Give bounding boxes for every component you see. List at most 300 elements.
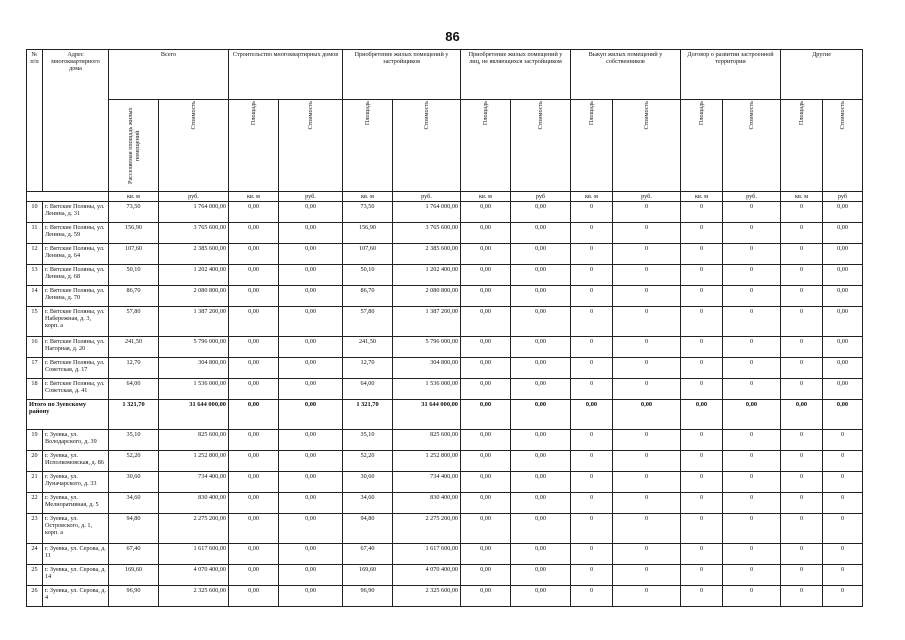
value-cell: 107,60: [109, 244, 159, 265]
row-address: г. Зуевка, ул. Исполкомовская, д. 86: [43, 451, 109, 472]
value-cell: 0,00: [229, 430, 279, 451]
value-cell: 241,50: [109, 337, 159, 358]
value-cell: 0: [571, 244, 613, 265]
value-cell: 0,00: [723, 400, 781, 430]
table-row: [27, 358, 863, 379]
unit-cell: руб.: [279, 192, 343, 202]
value-cell: 0,00: [823, 286, 863, 307]
value-cell: 0,00: [461, 565, 511, 586]
value-cell: 0: [613, 337, 681, 358]
value-cell: 0,00: [461, 202, 511, 223]
value-cell: 0: [571, 337, 613, 358]
value-cell: 0,00: [279, 379, 343, 400]
table-row: [27, 379, 863, 400]
subheader-label: Стоимость: [839, 101, 847, 130]
row-number: 21: [27, 472, 43, 493]
value-cell: 0: [681, 472, 723, 493]
value-cell: 0,00: [279, 223, 343, 244]
table-row: [27, 586, 863, 607]
value-cell: 0,00: [279, 202, 343, 223]
value-cell: 0: [681, 514, 723, 544]
value-cell: 0: [723, 337, 781, 358]
value-cell: 0,00: [279, 307, 343, 337]
value-cell: 0: [723, 379, 781, 400]
subheader-cost: [279, 100, 343, 192]
value-cell: 0,00: [461, 358, 511, 379]
header-address: Адрес многоквартирного дома: [43, 50, 109, 192]
table-row: [27, 493, 863, 514]
subheader-label: Площадь: [798, 101, 806, 126]
subheader-label: Стоимость: [748, 101, 756, 130]
value-cell: 50,10: [343, 265, 393, 286]
value-cell: 1 387 200,00: [159, 307, 229, 337]
table-row: [27, 244, 863, 265]
value-cell: 0,00: [511, 493, 571, 514]
value-cell: 0: [613, 514, 681, 544]
value-cell: 0: [681, 244, 723, 265]
value-cell: 0,00: [511, 286, 571, 307]
value-cell: 0,00: [571, 400, 613, 430]
value-cell: 0,00: [823, 202, 863, 223]
header-group-purchase-developers: Приобретение жилых помещений у застройщиков: [343, 50, 461, 100]
value-cell: 64,00: [343, 379, 393, 400]
value-cell: 94,80: [343, 514, 393, 544]
value-cell: 0,00: [279, 265, 343, 286]
value-cell: 0: [613, 493, 681, 514]
value-cell: 0,00: [511, 544, 571, 565]
value-cell: 0,00: [229, 544, 279, 565]
unit-cell: кв. м: [571, 192, 613, 202]
value-cell: 0,00: [229, 337, 279, 358]
value-cell: 0: [723, 514, 781, 544]
row-address: г. Зуевка, ул. Островского, д. 1, корп. а: [43, 514, 109, 544]
row-number: 17: [27, 358, 43, 379]
value-cell: 825 600,00: [393, 430, 461, 451]
value-cell: 0,00: [279, 451, 343, 472]
row-number: 12: [27, 244, 43, 265]
value-cell: 1 252 800,00: [159, 451, 229, 472]
value-cell: 2 080 800,00: [393, 286, 461, 307]
value-cell: 0: [781, 544, 823, 565]
value-cell: 0: [781, 358, 823, 379]
value-cell: 0: [613, 565, 681, 586]
value-cell: 0: [723, 565, 781, 586]
value-cell: 0,00: [229, 586, 279, 607]
value-cell: 0: [681, 430, 723, 451]
value-cell: 0: [571, 223, 613, 244]
value-cell: 4 070 400,00: [159, 565, 229, 586]
value-cell: 0,00: [229, 451, 279, 472]
row-address: г. Вятские Поляны, ул. Ленина, д. 64: [43, 244, 109, 265]
subheader-area: [229, 100, 279, 192]
value-cell: 0,00: [461, 265, 511, 286]
value-cell: 2 325 600,00: [393, 586, 461, 607]
value-cell: 0,00: [511, 514, 571, 544]
subheader-cost: [723, 100, 781, 192]
row-address: г. Зуевка, ул. Володарского, д. 39: [43, 430, 109, 451]
value-cell: 1 764 000,00: [159, 202, 229, 223]
subheader-label: Площадь: [588, 101, 595, 126]
value-cell: 0: [823, 514, 863, 544]
value-cell: 0: [571, 493, 613, 514]
value-cell: 0,00: [229, 265, 279, 286]
value-cell: 0,00: [823, 400, 863, 430]
value-cell: 0: [681, 586, 723, 607]
value-cell: 0,00: [511, 430, 571, 451]
subheader-label: Стоимость: [307, 101, 314, 130]
row-address: г. Вятские Поляны, ул. Советская, д. 41: [43, 379, 109, 400]
header-number: № п/п: [27, 50, 43, 192]
table-row: [27, 265, 863, 286]
value-cell: 0: [613, 286, 681, 307]
value-cell: 0,00: [229, 514, 279, 544]
value-cell: 0,00: [613, 400, 681, 430]
value-cell: 304 800,00: [159, 358, 229, 379]
value-cell: 1 252 800,00: [393, 451, 461, 472]
value-cell: 0: [723, 451, 781, 472]
value-cell: 0,00: [279, 586, 343, 607]
subheader-area: [343, 100, 393, 192]
value-cell: 0,00: [511, 358, 571, 379]
value-cell: 0,00: [511, 472, 571, 493]
value-cell: 0: [781, 379, 823, 400]
row-address: г. Вятские Поляны, ул. Ленина, д. 31: [43, 202, 109, 223]
value-cell: 12,70: [343, 358, 393, 379]
value-cell: 0: [781, 586, 823, 607]
value-cell: 0: [823, 493, 863, 514]
value-cell: 0: [781, 223, 823, 244]
value-cell: 0,00: [823, 358, 863, 379]
value-cell: 0,00: [823, 379, 863, 400]
value-cell: 0,00: [229, 223, 279, 244]
value-cell: 0,00: [461, 586, 511, 607]
table-row: [27, 451, 863, 472]
value-cell: 0: [571, 451, 613, 472]
value-cell: 4 070 400,00: [393, 565, 461, 586]
value-cell: 0,00: [229, 244, 279, 265]
value-cell: 0: [681, 265, 723, 286]
value-cell: 169,60: [343, 565, 393, 586]
subheader-cost: [393, 100, 461, 192]
value-cell: 0,00: [279, 244, 343, 265]
value-cell: 0,00: [511, 565, 571, 586]
value-cell: 0,00: [279, 514, 343, 544]
subheader-area: [781, 100, 823, 192]
value-cell: 0,00: [279, 493, 343, 514]
row-number: 23: [27, 514, 43, 544]
value-cell: 0: [571, 202, 613, 223]
value-cell: 0: [571, 379, 613, 400]
total-row: [27, 400, 863, 430]
value-cell: 2 275 200,00: [159, 514, 229, 544]
row-address: г. Вятские Поляны, ул. Ленина, д. 70: [43, 286, 109, 307]
value-cell: 35,10: [109, 430, 159, 451]
value-cell: 0,00: [229, 286, 279, 307]
value-cell: 1 764 000,00: [393, 202, 461, 223]
unit-cell: руб: [823, 192, 863, 202]
value-cell: 0: [781, 514, 823, 544]
row-number: 10: [27, 202, 43, 223]
value-cell: 0,00: [511, 400, 571, 430]
value-cell: 0: [781, 286, 823, 307]
value-cell: 2 080 800,00: [159, 286, 229, 307]
value-cell: 0: [613, 202, 681, 223]
row-number: 22: [27, 493, 43, 514]
value-cell: 734 400,00: [393, 472, 461, 493]
value-cell: 156,90: [109, 223, 159, 244]
value-cell: 2 275 200,00: [393, 514, 461, 544]
value-cell: 0: [571, 265, 613, 286]
row-address: г. Зуевка, ул. Серова, д. 4: [43, 586, 109, 607]
value-cell: 0: [781, 244, 823, 265]
value-cell: 0,00: [461, 223, 511, 244]
value-cell: 0,00: [461, 379, 511, 400]
header-group-buyout: Выкуп жилых помещений у собственников: [571, 50, 681, 100]
subheader-area: [571, 100, 613, 192]
subheader-row: [27, 100, 863, 192]
value-cell: 0,00: [229, 472, 279, 493]
value-cell: 0: [781, 265, 823, 286]
unit-cell: кв. м: [343, 192, 393, 202]
value-cell: 86,70: [109, 286, 159, 307]
value-cell: 0: [571, 286, 613, 307]
value-cell: 0: [613, 472, 681, 493]
value-cell: 0: [823, 544, 863, 565]
value-cell: 0,00: [461, 451, 511, 472]
value-cell: 0,00: [229, 400, 279, 430]
row-number: 20: [27, 451, 43, 472]
value-cell: 0: [723, 493, 781, 514]
subheader-label: Площадь: [698, 101, 706, 126]
value-cell: 0,00: [279, 337, 343, 358]
value-cell: 2 325 600,00: [159, 586, 229, 607]
value-cell: 3 765 600,00: [159, 223, 229, 244]
unit-cell: кв. м: [109, 192, 159, 202]
value-cell: 169,60: [109, 565, 159, 586]
value-cell: 86,70: [343, 286, 393, 307]
header-group-total: Всего: [109, 50, 229, 100]
value-cell: 0,00: [229, 379, 279, 400]
value-cell: 73,50: [109, 202, 159, 223]
value-cell: 1 617 600,00: [393, 544, 461, 565]
value-cell: 0: [571, 514, 613, 544]
value-cell: 3 765 600,00: [393, 223, 461, 244]
subheader-label: Стоимость: [537, 101, 544, 130]
value-cell: 0: [613, 430, 681, 451]
value-cell: 1 536 000,00: [393, 379, 461, 400]
value-cell: 0,00: [229, 565, 279, 586]
value-cell: 0,00: [279, 358, 343, 379]
value-cell: 0: [723, 358, 781, 379]
value-cell: 0: [681, 202, 723, 223]
value-cell: 0: [823, 430, 863, 451]
value-cell: 0: [781, 472, 823, 493]
value-cell: 0,00: [461, 493, 511, 514]
value-cell: 0,00: [229, 202, 279, 223]
value-cell: 0,00: [511, 337, 571, 358]
value-cell: 0,00: [279, 400, 343, 430]
table-row: [27, 307, 863, 337]
subheader-label: Стоимость: [643, 101, 650, 130]
subheader-cost: [823, 100, 863, 192]
value-cell: 5 796 000,00: [393, 337, 461, 358]
value-cell: 0: [781, 451, 823, 472]
value-cell: 67,40: [109, 544, 159, 565]
header-group-construction: Строительство многоквартирных домов: [229, 50, 343, 100]
row-number: 26: [27, 586, 43, 607]
row-number: 25: [27, 565, 43, 586]
unit-cell: кв. м: [781, 192, 823, 202]
value-cell: 0,00: [461, 544, 511, 565]
value-cell: 0,00: [279, 286, 343, 307]
value-cell: 0: [723, 430, 781, 451]
table-body: [27, 202, 863, 607]
subheader-cost: [159, 100, 229, 192]
value-cell: 57,80: [343, 307, 393, 337]
value-cell: 35,10: [343, 430, 393, 451]
value-cell: 0,00: [461, 337, 511, 358]
value-cell: 0,00: [279, 430, 343, 451]
value-cell: 0,00: [461, 472, 511, 493]
value-cell: 0: [613, 265, 681, 286]
row-number: 18: [27, 379, 43, 400]
row-address: г. Зуевка, ул. Мелиоративная, д. 5: [43, 493, 109, 514]
value-cell: 0,00: [511, 451, 571, 472]
value-cell: 0: [571, 430, 613, 451]
subheader-label: Площадь: [250, 101, 257, 126]
value-cell: 1 202 400,00: [159, 265, 229, 286]
value-cell: 73,50: [343, 202, 393, 223]
value-cell: 0,00: [461, 286, 511, 307]
unit-cell: руб.: [393, 192, 461, 202]
row-address: г. Вятские Поляны, ул. Набережная, д. 3, корп. а: [43, 307, 109, 337]
value-cell: 0,00: [823, 223, 863, 244]
value-cell: 304 800,00: [393, 358, 461, 379]
value-cell: 52,20: [343, 451, 393, 472]
row-address: г. Зуевка, ул. Луначарского, д. 33: [43, 472, 109, 493]
value-cell: 0,00: [461, 307, 511, 337]
value-cell: 0,00: [781, 400, 823, 430]
value-cell: 31 644 000,00: [159, 400, 229, 430]
table-row: [27, 544, 863, 565]
header-group-other: Другие: [781, 50, 863, 100]
unit-cell: руб: [511, 192, 571, 202]
value-cell: 0: [681, 544, 723, 565]
table-row: [27, 202, 863, 223]
header-group-purchase-non-developers: Приобретение жилых помещений у лиц, не являющихся застройщиком: [461, 50, 571, 100]
value-cell: 0,00: [461, 400, 511, 430]
value-cell: 0,00: [823, 244, 863, 265]
row-number: 11: [27, 223, 43, 244]
row-address: г. Зуевка, ул. Серова, д. 11: [43, 544, 109, 565]
table-row: [27, 514, 863, 544]
value-cell: 1 321,70: [109, 400, 159, 430]
value-cell: 0: [823, 586, 863, 607]
value-cell: 0,00: [823, 307, 863, 337]
value-cell: 0: [613, 358, 681, 379]
value-cell: 0: [723, 202, 781, 223]
row-number: 13: [27, 265, 43, 286]
value-cell: 52,20: [109, 451, 159, 472]
value-cell: 0,00: [279, 472, 343, 493]
subheader-area: [461, 100, 511, 192]
value-cell: 0,00: [511, 379, 571, 400]
value-cell: 0,00: [461, 244, 511, 265]
page-number: 86: [445, 29, 460, 44]
value-cell: 30,60: [109, 472, 159, 493]
value-cell: 31 644 000,00: [393, 400, 461, 430]
value-cell: 0: [613, 586, 681, 607]
value-cell: 107,60: [343, 244, 393, 265]
value-cell: 0: [781, 565, 823, 586]
subheader-cost: [511, 100, 571, 192]
value-cell: 0: [823, 451, 863, 472]
value-cell: 34,60: [109, 493, 159, 514]
unit-cell: руб.: [723, 192, 781, 202]
value-cell: 0: [681, 451, 723, 472]
subheader-cost: [613, 100, 681, 192]
table-row: [27, 430, 863, 451]
value-cell: 50,10: [109, 265, 159, 286]
row-number: 16: [27, 337, 43, 358]
value-cell: 0: [681, 337, 723, 358]
value-cell: 64,00: [109, 379, 159, 400]
units-row: [27, 192, 863, 202]
value-cell: 0,00: [511, 223, 571, 244]
subheader-area: [681, 100, 723, 192]
value-cell: 156,90: [343, 223, 393, 244]
subheader-area: [109, 100, 159, 192]
table-row: [27, 337, 863, 358]
row-address: г. Зуевка, ул. Серова, д. 14: [43, 565, 109, 586]
value-cell: 67,40: [343, 544, 393, 565]
value-cell: 0: [723, 307, 781, 337]
value-cell: 0: [613, 244, 681, 265]
subheader-label: Площадь: [364, 101, 371, 126]
row-address: г. Вятские Поляны, ул. Ленина, д. 59: [43, 223, 109, 244]
value-cell: 1 617 600,00: [159, 544, 229, 565]
value-cell: 0,00: [511, 307, 571, 337]
value-cell: 0: [723, 223, 781, 244]
unit-cell: руб.: [613, 192, 681, 202]
value-cell: 0: [723, 265, 781, 286]
value-cell: 57,80: [109, 307, 159, 337]
value-cell: 34,60: [343, 493, 393, 514]
value-cell: 0: [571, 307, 613, 337]
value-cell: 825 600,00: [159, 430, 229, 451]
value-cell: 0,00: [279, 565, 343, 586]
value-cell: 0: [613, 223, 681, 244]
value-cell: 0: [781, 430, 823, 451]
value-cell: 0: [571, 565, 613, 586]
value-cell: 2 385 600,00: [393, 244, 461, 265]
value-cell: 0: [681, 358, 723, 379]
units-blank: [27, 192, 109, 202]
value-cell: 0: [613, 307, 681, 337]
value-cell: 0,00: [823, 265, 863, 286]
table-row: [27, 223, 863, 244]
unit-cell: кв. м: [229, 192, 279, 202]
value-cell: 0: [571, 358, 613, 379]
header-group-territory-agreement: Договор о развитии застроенной территории: [681, 50, 781, 100]
value-cell: 1 536 000,00: [159, 379, 229, 400]
row-number: 24: [27, 544, 43, 565]
value-cell: 0,00: [461, 514, 511, 544]
value-cell: 1 202 400,00: [393, 265, 461, 286]
value-cell: 0: [823, 565, 863, 586]
value-cell: 0: [681, 286, 723, 307]
subheader-label: Площадь: [482, 101, 489, 126]
